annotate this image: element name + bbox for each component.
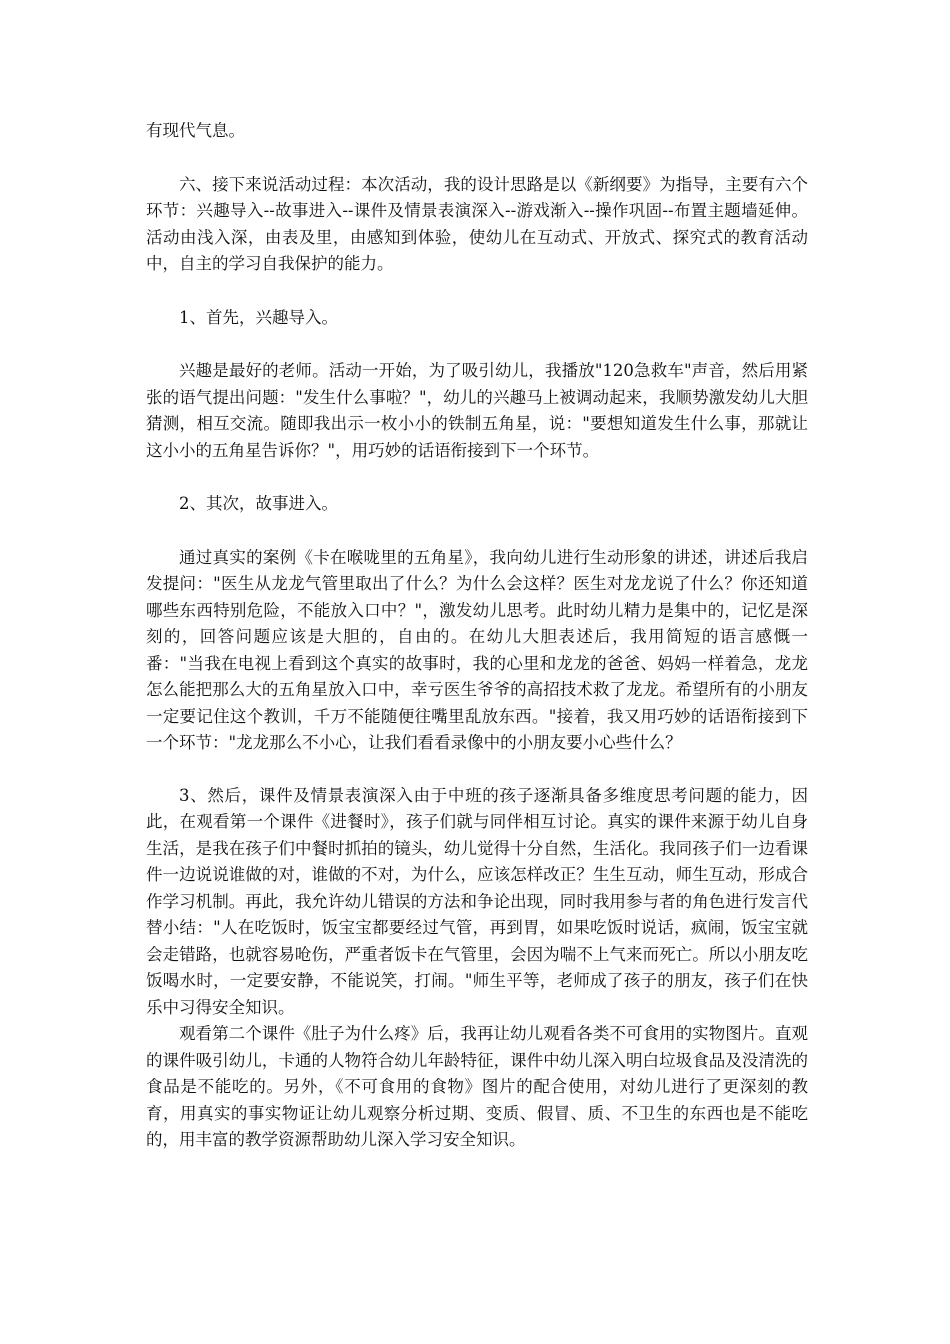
paragraph-courseware: 3、然后，课件及情景表演深入由于中班的孩子逐渐具备多维度思考问题的能力，因此，在观看第一个课件《进餐时》，孩子们就与同伴相互讨论。真实的课件来源于幼儿自身生活，是我在孩子们中餐时抓拍的镜头，幼儿觉得十分自然，生活化。我同孩子们一边看课件一边说说谁做的对，谁做的不对，为什么，应该怎样改正？生生互动，师生互动，形成合作学习机制。再此，我允许幼儿错误的方法和争论出现，同时我用参与者的角色进行发言代替小结："人在吃饭时，饭宝宝都要经过气管，再到胃，如果吃饭时说话，疯闹，饭宝宝就会走错路，也就容易呛伤，严重者饭卡在气管里，会因为喘不上气来而死亡。所以小朋友吃饭喝水时，一定要安静，不能说笑，打闹。"师生平等，老师成了孩子的朋友，孩子们在快乐中习得安全知识。 xyxy=(146,785,808,1017)
paragraph-second-courseware: 观看第二个课件《肚子为什么疼》后，我再让幼儿观看各类不可食用的实物图片。直观的课件吸引幼儿，卡通的人物符合幼儿年龄特征，课件中幼儿深入明白垃圾食品及没清洗的食品是不能吃的。另外，《不可食用的食物》图片的配合使用，对幼儿进行了更深刻的教育，用真实的事实物证让幼儿观察分析过期、变质、假冒、质、不卫生的东西也是不能吃的，用丰富的教学资源帮助幼儿深入学习安全知识。 xyxy=(146,1024,808,1149)
paragraph-story: 通过真实的案例《卡在喉咙里的五角星》，我向幼儿进行生动形象的讲述，讲述后我启发提问："医生从龙龙气管里取出了什么？为什么会这样？医生对龙龙说了什么？你还知道哪些东西特别危险，不能放入口中？"，激发幼儿思考。此时幼儿精力是集中的，记忆是深刻的，回答问题应该是大胆的，自由的。在幼儿大胆表述后，我用简短的语言感慨一番："当我在电视上看到这个真实的故事时，我的心里和龙龙的爸爸、妈妈一样着急，龙龙怎么能把那么大的五角星放入口中，幸亏医生爷爷的高招技术救了龙龙。希望所有的小朋友一定要记住这个教训，千万不能随便往嘴里乱放东西。"接着，我又用巧妙的话语衔接到下一个环节："龙龙那么不小心，让我们看看录像中的小朋友要小心些什么？ xyxy=(146,547,808,752)
section-heading-story: 2、其次，故事进入。 xyxy=(179,494,338,513)
paragraph-interest-intro: 兴趣是最好的老师。活动一开始，为了吸引幼儿，我播放"120急救车"声音，然后用紧张的语气提出问题："发生什么事啦？"，幼儿的兴趣马上被调动起来，我顺势激发幼儿大胆猜测，相互交流。随即我出示一枚小小的铁制五角星，说："要想知道发生什么事，那就让这小小的五角星告诉你？"，用巧妙的话语衔接到下一个环节。 xyxy=(146,361,808,460)
paragraph-activity-process: 六、接下来说活动过程：本次活动，我的设计思路是以《新纲要》为指导，主要有六个环节：兴趣导入--故事进入--课件及情景表演深入--游戏渐入--操作巩固--布置主题墙延伸。活动由浅入深，由表及里，由感知到体验，使幼儿在互动式、开放式、探究式的教育活动中，自主的学习自我保护的能力。 xyxy=(146,174,808,273)
document-page xyxy=(146,118,808,1154)
section-heading-interest-intro: 1、首先，兴趣导入。 xyxy=(179,307,338,327)
paragraph-continuation: 有现代气息。 xyxy=(146,121,245,140)
